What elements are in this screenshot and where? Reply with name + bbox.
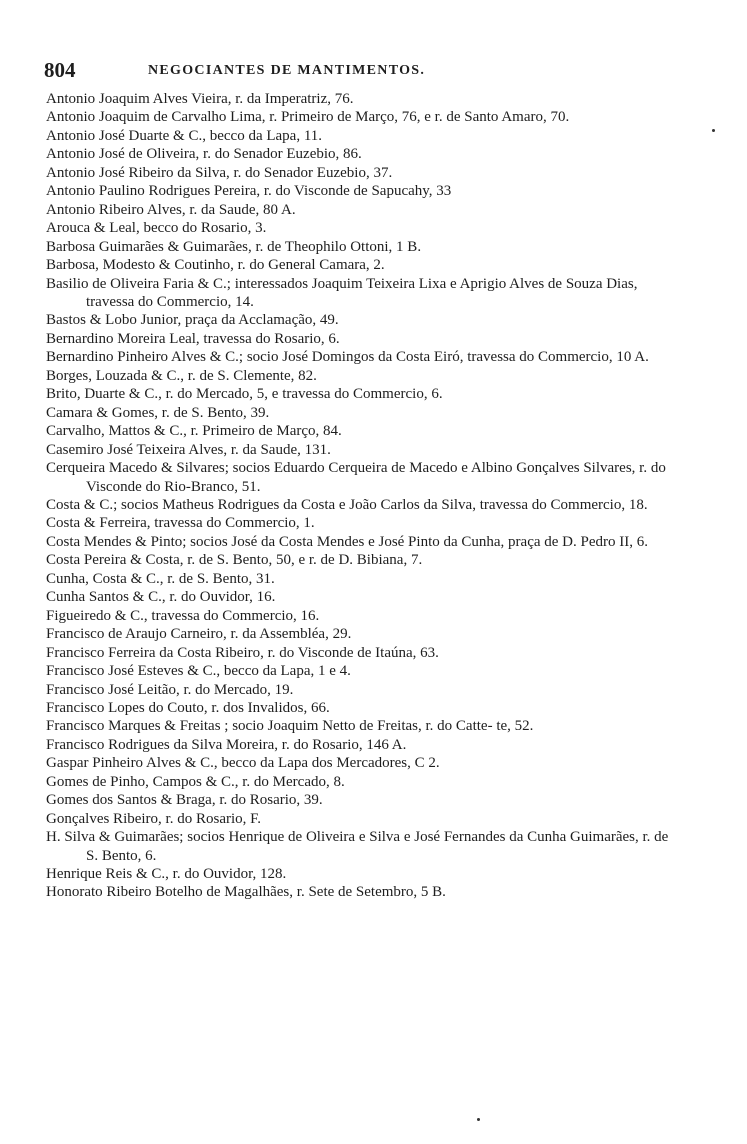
directory-entry: Francisco Marques & Freitas ; socio Joaquim Netto de Freitas, r. do Catte- te, 52.: [46, 718, 534, 735]
directory-entry: Antonio Joaquim Alves Vieira, r. da Imperatriz, 76.: [46, 91, 354, 107]
directory-entry: Gomes de Pinho, Campos & C., r. do Mercado, 8.: [46, 773, 345, 790]
directory-entry: Casemiro José Teixeira Alves, r. da Saude, 131.: [46, 441, 331, 458]
directory-entry: H. Silva & Guimarães; socios Henrique de Oliveira e Silva e José Fernandes da Cunha Guimarães, r. de S. Bento, 6.: [46, 829, 669, 864]
running-title: NEGOCIANTES DE MANTIMENTOS.: [148, 63, 426, 78]
directory-entry: Borges, Louzada & C., r. de S. Clemente, 82.: [46, 367, 317, 384]
directory-entry: Francisco José Esteves & C., becco da Lapa, 1 e 4.: [46, 663, 351, 680]
directory-entry: Gonçalves Ribeiro, r. do Rosario, F.: [46, 810, 262, 827]
directory-entry: Francisco Ferreira da Costa Ribeiro, r. do Visconde de Itaúna, 63.: [46, 644, 439, 661]
directory-entry: Henrique Reis & C., r. do Ouvidor, 128.: [46, 866, 287, 883]
page-header: [44, 58, 564, 86]
directory-entry: Francisco Rodrigues da Silva Moreira, r. do Rosario, 146 A.: [46, 736, 407, 753]
directory-entry: Costa & Ferreira, travessa do Commercio, 1.: [46, 515, 315, 532]
merchant-directory-list: [46, 90, 682, 902]
directory-entry: Bernardino Pinheiro Alves & C.; socio José Domingos da Costa Eiró, travessa do Commercio, 10 A.: [46, 349, 649, 366]
directory-entry: Costa & C.; socios Matheus Rodrigues da Costa e João Carlos da Silva, travessa do Commercio, 18.: [46, 496, 648, 513]
directory-entry: Antonio Paulino Rodrigues Pereira, r. do Visconde de Sapucahy, 33: [46, 183, 452, 200]
directory-entry: Antonio José Duarte & C., becco da Lapa, 11.: [46, 127, 323, 144]
directory-entry: Barbosa, Modesto & Coutinho, r. do General Camara, 2.: [46, 257, 385, 274]
directory-entry: Cunha, Costa & C., r. de S. Bento, 31.: [46, 570, 275, 587]
directory-entry: Francisco de Araujo Carneiro, r. da Assembléa, 29.: [46, 626, 352, 643]
directory-entry: Gaspar Pinheiro Alves & C., becco da Lapa dos Mercadores, C 2.: [46, 755, 440, 772]
directory-entry: Francisco Lopes do Couto, r. dos Invalidos, 66.: [46, 699, 330, 716]
directory-entry: Cunha Santos & C., r. do Ouvidor, 16.: [46, 589, 276, 606]
directory-entry: Bernardino Moreira Leal, travessa do Rosario, 6.: [46, 330, 340, 347]
page-number: 804: [44, 58, 76, 82]
directory-entry: Antonio José de Oliveira, r. do Senador Euzebio, 86.: [46, 146, 362, 163]
directory-entry: Honorato Ribeiro Botelho de Magalhães, r. Sete de Setembro, 5 B.: [46, 884, 446, 901]
directory-entry: Barbosa Guimarães & Guimarães, r. de Theophilo Ottoni, 1 B.: [46, 238, 422, 255]
print-speck: [477, 1118, 480, 1121]
print-speck: [712, 129, 715, 132]
directory-entry: Cerqueira Macedo & Silvares; socios Eduardo Cerqueira de Macedo e Albino Gonçalves Silvares, r. do Visconde do Rio-Branco, 51.: [46, 460, 666, 495]
directory-entry: Antonio Joaquim de Carvalho Lima, r. Primeiro de Março, 76, e r. de Santo Amaro, 70.: [46, 109, 570, 126]
directory-entry: Arouca & Leal, becco do Rosario, 3.: [46, 220, 267, 237]
directory-entry: Costa Pereira & Costa, r. de S. Bento, 50, e r. de D. Bibiana, 7.: [46, 552, 423, 569]
directory-entry: Figueiredo & C., travessa do Commercio, 16.: [46, 607, 320, 624]
directory-entry: Brito, Duarte & C., r. do Mercado, 5, e travessa do Commercio, 6.: [46, 386, 443, 403]
directory-entry: Antonio Ribeiro Alves, r. da Saude, 80 A.: [46, 201, 296, 218]
directory-entry: Gomes dos Santos & Braga, r. do Rosario, 39.: [46, 792, 323, 809]
directory-entry: Basilio de Oliveira Faria & C.; interessados Joaquim Teixeira Lixa e Aprigio Alves de Souza Dias, travessa do Commercio, 14.: [46, 275, 638, 310]
directory-entry: Antonio José Ribeiro da Silva, r. do Senador Euzebio, 37.: [46, 164, 393, 181]
directory-entry: Carvalho, Mattos & C., r. Primeiro de Março, 84.: [46, 423, 342, 440]
directory-entry: Costa Mendes & Pinto; socios José da Costa Mendes e José Pinto da Cunha, praça de D. Pedro II, 6.: [46, 533, 648, 550]
directory-entry: Bastos & Lobo Junior, praça da Acclamação, 49.: [46, 312, 339, 329]
directory-entry: Francisco José Leitão, r. do Mercado, 19.: [46, 681, 294, 698]
directory-entry: Camara & Gomes, r. de S. Bento, 39.: [46, 404, 270, 421]
